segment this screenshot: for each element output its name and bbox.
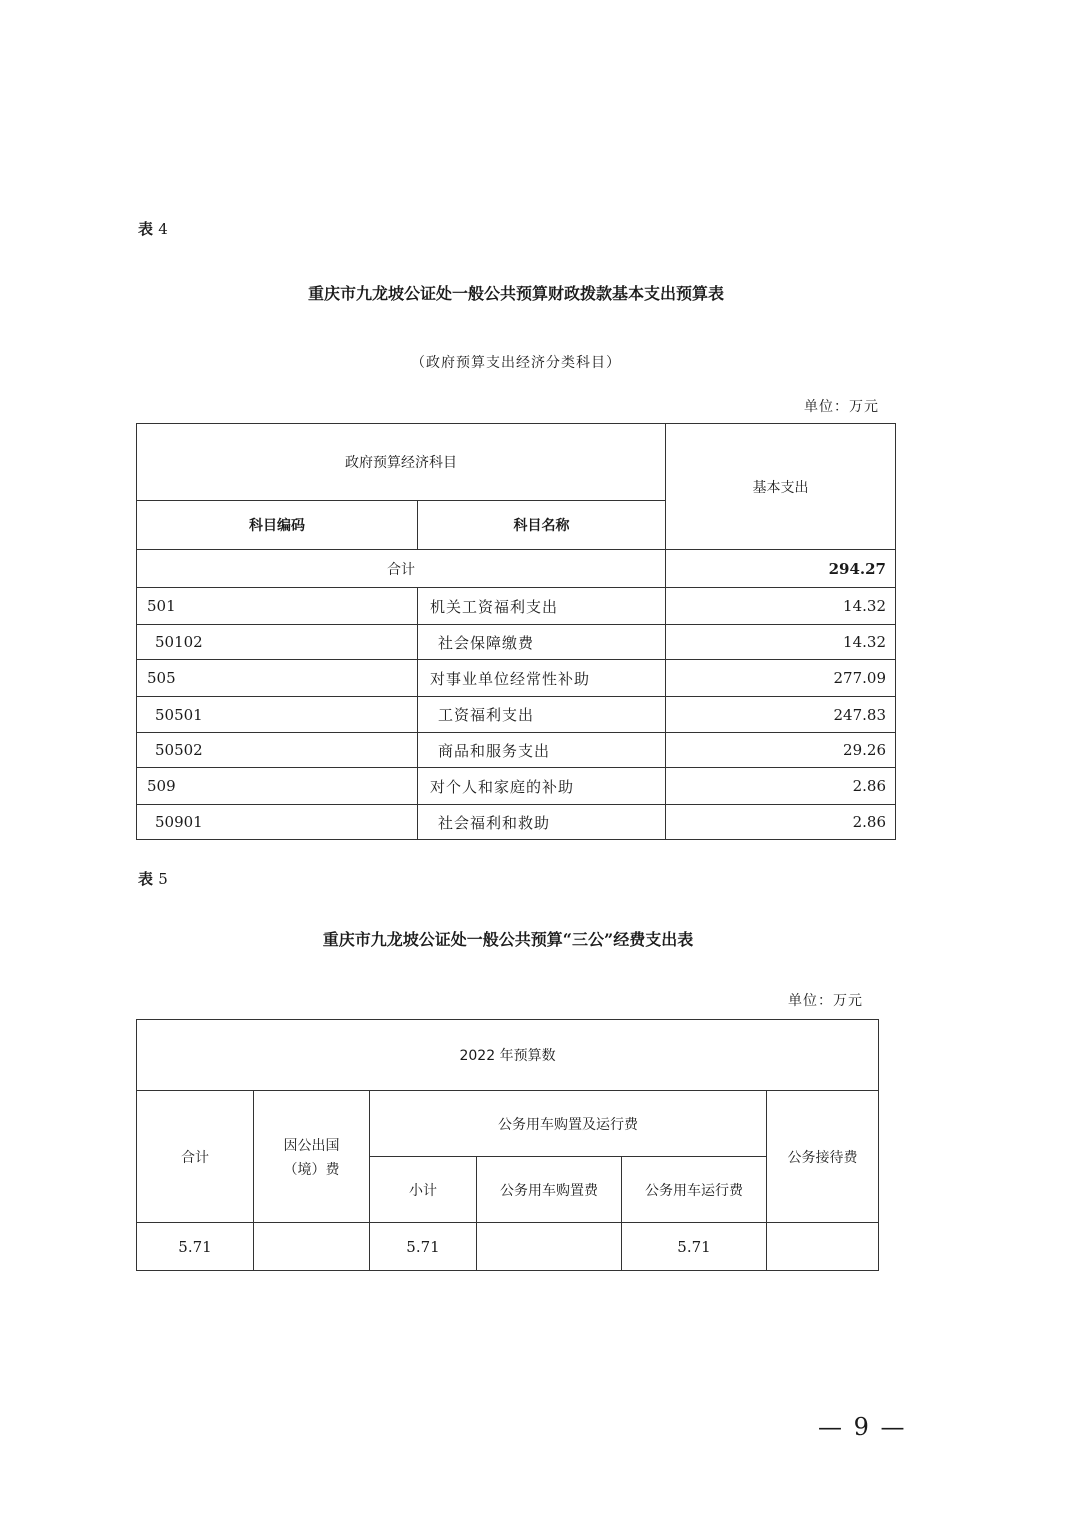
table5-title: 重庆市九龙坡公证处一般公共预算“三公”经费支出表 [322, 930, 694, 949]
table4-subtitle: （政府预算支出经济分类科目） [411, 355, 621, 371]
table5-header-total: 合计 [137, 1091, 254, 1223]
table5-label: 表 5 [138, 870, 168, 888]
abroad-line2: （境）费 [283, 1161, 340, 1178]
table4-total-value: 294.27 [666, 550, 896, 588]
table5-header-reception: 公务接待费 [767, 1091, 879, 1223]
table-row [137, 625, 896, 660]
row-name: 对事业单位经常性补助 [418, 660, 666, 697]
table5-header-abroad [254, 1091, 370, 1223]
table4-header-code: 科目编码 [137, 501, 418, 550]
table4-label: 表 4 [138, 220, 168, 238]
table5-header-purchase: 公务用车购置费 [477, 1157, 622, 1223]
row-value: 247.83 [666, 697, 896, 733]
row-name: 商品和服务支出 [418, 733, 666, 768]
table5 [136, 1019, 879, 1271]
row-name: 社会保障缴费 [418, 625, 666, 660]
table4-unit: 单位：万元 [804, 399, 879, 415]
row-code: 50502 [137, 733, 418, 768]
row-code: 509 [137, 768, 418, 805]
row-value: 14.32 [666, 588, 896, 625]
value-total: 5.71 [137, 1223, 254, 1271]
table5-header-vehicle: 公务用车购置及运行费 [370, 1091, 767, 1157]
row-code: 501 [137, 588, 418, 625]
table-row [137, 697, 896, 733]
row-value: 2.86 [666, 805, 896, 840]
abroad-line1: 因公出国 [283, 1137, 340, 1154]
page-number: — 9 — [818, 1413, 907, 1441]
table-row [137, 768, 896, 805]
table-row [137, 1223, 879, 1271]
row-name: 对个人和家庭的补助 [418, 768, 666, 805]
table4 [136, 423, 896, 840]
table4-total-label: 合计 [137, 550, 666, 588]
value-operation: 5.71 [622, 1223, 767, 1271]
table4-total-row [137, 550, 896, 588]
row-value: 2.86 [666, 768, 896, 805]
row-value: 29.26 [666, 733, 896, 768]
value-reception [767, 1223, 879, 1271]
table-row [137, 733, 896, 768]
row-value: 14.32 [666, 625, 896, 660]
row-code: 50501 [137, 697, 418, 733]
table-row [137, 588, 896, 625]
table-row [137, 805, 896, 840]
value-purchase [477, 1223, 622, 1271]
table4-header-amount: 基本支出 [666, 424, 896, 550]
row-code: 505 [137, 660, 418, 697]
table-row [137, 660, 896, 697]
table5-header-year: 2022 年预算数 [137, 1020, 879, 1091]
table4-header-group: 政府预算经济科目 [137, 424, 666, 501]
row-value: 277.09 [666, 660, 896, 697]
row-code: 50901 [137, 805, 418, 840]
row-name: 机关工资福利支出 [418, 588, 666, 625]
table5-unit: 单位：万元 [788, 993, 863, 1009]
value-abroad [254, 1223, 370, 1271]
table5-header-operation: 公务用车运行费 [622, 1157, 767, 1223]
value-subtotal: 5.71 [370, 1223, 477, 1271]
row-name: 工资福利支出 [418, 697, 666, 733]
row-code: 50102 [137, 625, 418, 660]
table4-title: 重庆市九龙坡公证处一般公共预算财政拨款基本支出预算表 [307, 284, 724, 303]
table5-header-subtotal: 小计 [370, 1157, 477, 1223]
table4-header-name: 科目名称 [418, 501, 666, 550]
row-name: 社会福利和救助 [418, 805, 666, 840]
